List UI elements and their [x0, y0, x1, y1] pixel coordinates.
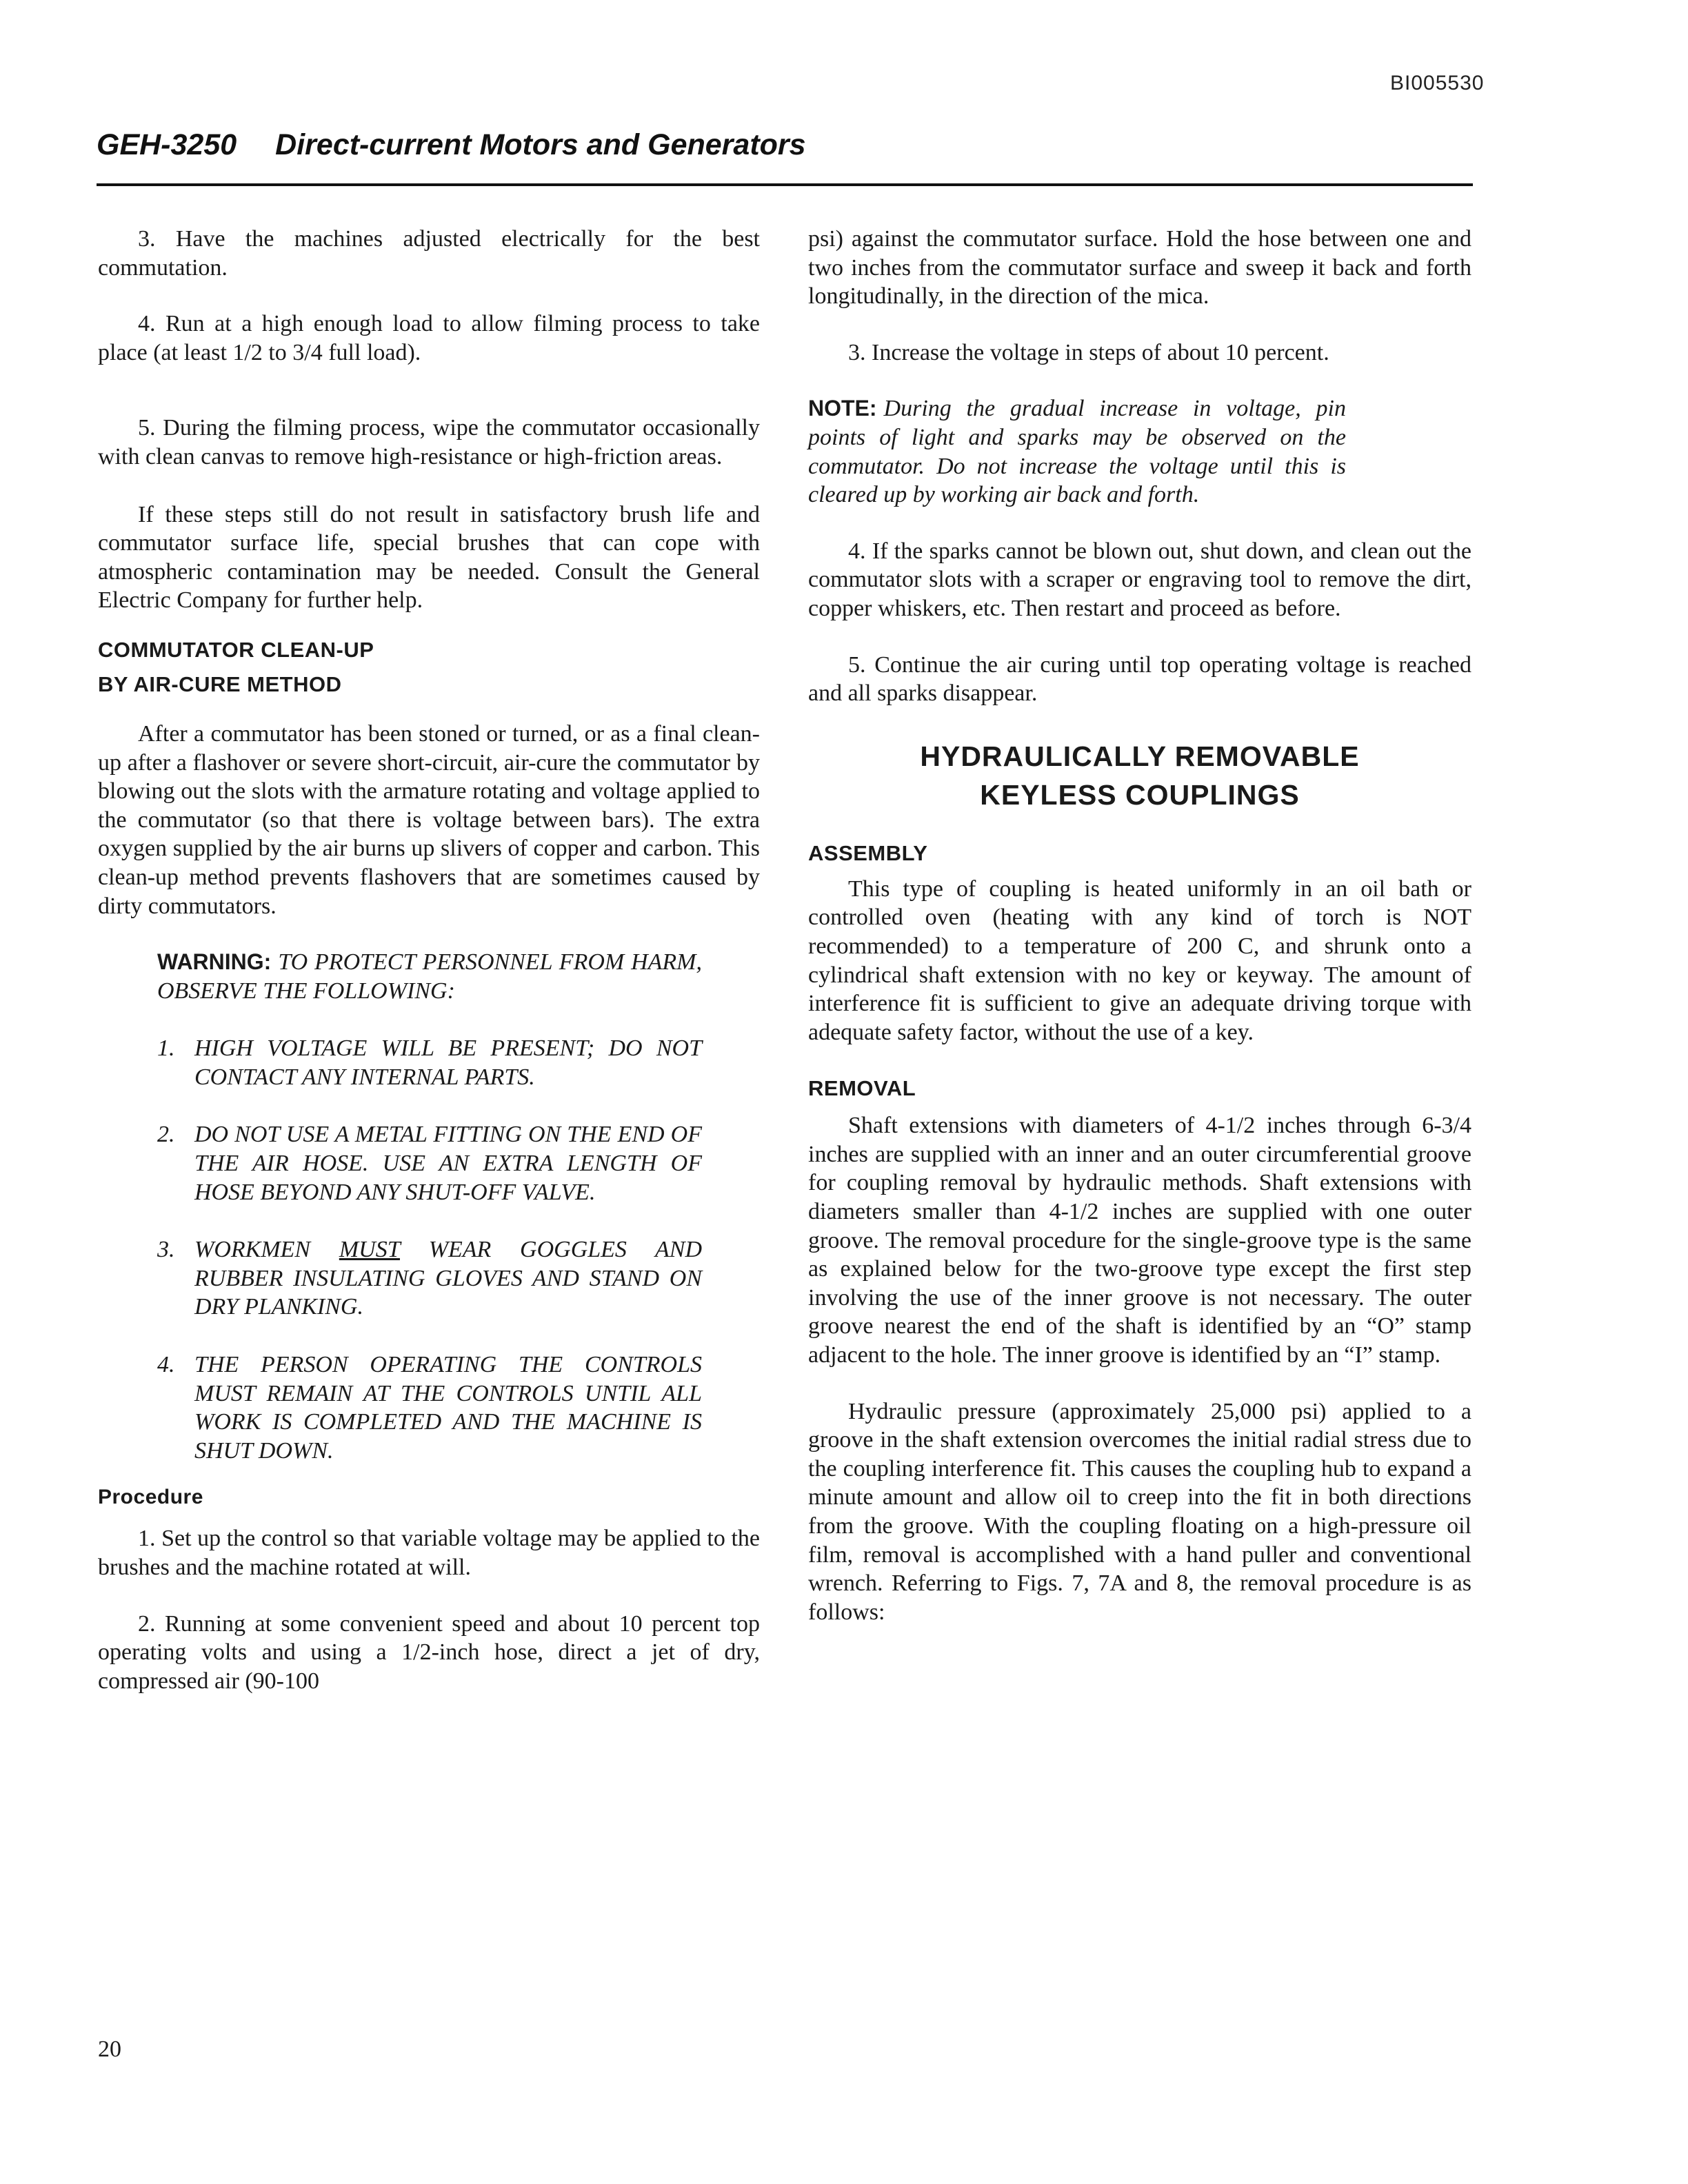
assembly-heading: ASSEMBLY: [808, 840, 928, 865]
note-text: During the gradual increase in voltage, pin points of light and sparks may be observed on the commutator. Do not increase the voltage until this is cleared up by working air back and forth.: [808, 396, 1346, 508]
coupling-section-heading: [808, 737, 1471, 814]
warning-item-text: HIGH VOLTAGE WILL BE PRESENT; DO NOT CONTACT ANY INTERNAL PARTS.: [194, 1035, 702, 1090]
procedure-step-2: 2. Running at some convenient speed and about 10 percent top operating volts and using a 1/2-inch hose, direct a jet of dry, compressed air (90-100: [98, 1610, 760, 1694]
left-column: [98, 225, 760, 1695]
procedure-step-3: 3. Increase the voltage in steps of about 10 percent.: [848, 339, 1329, 365]
step-5-paragraph: 5. During the filming process, wipe the commutator occasionally with clean canvas to remove high-resistance or high-friction areas.: [98, 415, 760, 469]
air-cure-paragraph: After a commutator has been stoned or turned, or as a final clean-up after a flashover or severe short-circuit, air-cure the commutator by blowing out the slots with the armature rotating and voltage applied to the commutator (so that there is voltage between bars). The extra oxygen supplied by the air burns up slivers of copper and carbon. This clean-up method prevents flashovers that are sometimes caused by dirty commutators.: [98, 720, 760, 919]
warning-item-number: 2.: [157, 1122, 175, 1148]
removal-heading: REMOVAL: [808, 1076, 916, 1101]
warning-item-number: 4.: [157, 1352, 175, 1378]
warning-item-number: 1.: [157, 1035, 175, 1062]
warning-label: WARNING:: [157, 949, 272, 975]
warning-text: [157, 948, 702, 1005]
document-id: BI005530: [1390, 72, 1485, 94]
warning-item-emphasis: MUST: [339, 1237, 400, 1263]
heading-line-2: BY AIR-CURE METHOD: [98, 671, 342, 696]
right-column: [808, 225, 1471, 1626]
step-3-paragraph: 3. Have the machines adjusted electrically for the best commutation.: [98, 226, 760, 281]
step-4-paragraph: 4. Run at a high enough load to allow filming process to take place (at least 1/2 to 3/4 full load).: [98, 311, 760, 365]
removal-paragraph-1: Shaft extensions with diameters of 4-1/2 inches through 6-3/4 inches are supplied with an inner and an outer circumferential groove for coupling removal by hydraulic methods. Shaft extensions with diameters smaller than 4-1/2 inches are supplied with one outer groove. The removal procedure for the single-groove type is the same as explained below for the two-groove type except the first step involving the use of the inner groove is not necessary. The outer groove nearest the end of the shaft is identified by an “O” stamp adjacent to the hole. The inner groove is identified by an “I” stamp.: [808, 1113, 1471, 1368]
air-cure-heading: [98, 633, 760, 702]
warning-item-text-a: WORKMEN: [194, 1237, 339, 1263]
step-2-continuation: psi) against the commutator surface. Hold the hose between one and two inches from the commutator surface and sweep it back and forth longitudinally, in the direction of the mica.: [808, 226, 1471, 310]
procedure-step-4: 4. If the sparks cannot be blown out, shut down, and clean out the commutator slots with a scraper or engraving tool to remove the dirt, copper whiskers, etc. Then restart and proceed as before.: [808, 538, 1471, 621]
warning-item-4: [157, 1351, 702, 1465]
note-block: [808, 394, 1346, 509]
note-label: NOTE:: [808, 396, 877, 421]
warning-item-number: 3.: [157, 1237, 175, 1263]
heading-line-1: COMMUTATOR CLEAN-UP: [98, 637, 374, 662]
warning-item-text: DO NOT USE A METAL FITTING ON THE END OF THE AIR HOSE. USE AN EXTRA LENGTH OF HOSE BEYOND ANY SHUT-OFF VALVE.: [194, 1122, 702, 1205]
procedure-heading: Procedure: [98, 1486, 203, 1509]
removal-paragraph-2: Hydraulic pressure (approximately 25,000 psi) applied to a groove in the shaft extension overcomes the initial radial stress due to the coupling interference fit. This causes the coupling hub to expand a minute amount and allow oil to creep into the fit in both directions from the groove. With the coupling floating on a high-pressure oil film, removal is accomplished with a hand puller and conventional wrench. Referring to Figs. 7, 7A and 8, the removal procedure is as follows:: [808, 1398, 1471, 1625]
publication-number: GEH-3250: [97, 128, 237, 161]
warning-item-text: THE PERSON OPERATING THE CONTROLS MUST REMAIN AT THE CONTROLS UNTIL ALL WORK IS COMPLETED AND THE MACHINE IS SHUT DOWN.: [194, 1352, 702, 1464]
warning-item-text-b: WEAR GOGGLES AND RUBBER INSULATING GLOVES AND STAND ON DRY PLANKING.: [194, 1237, 703, 1320]
warning-statement: TO PROTECT PERSONNEL FROM HARM, OBSERVE THE FOLLOWING:: [157, 949, 702, 1004]
brush-life-paragraph: If these steps still do not result in satisfactory brush life and commutator surface life, special brushes that can cope with atmospheric contamination may be needed. Consult the General Electric Company for further help.: [98, 501, 760, 614]
procedure-step-1: 1. Set up the control so that variable voltage may be applied to the brushes and the machine rotated at will.: [98, 1526, 760, 1580]
warning-item-3: [157, 1235, 702, 1322]
header-rule: [97, 183, 1473, 186]
section-title-line-2: KEYLESS COUPLINGS: [980, 778, 1300, 811]
publication-title: Direct-current Motors and Generators: [275, 128, 806, 161]
section-title-line-1: HYDRAULICALLY REMOVABLE: [920, 740, 1360, 772]
warning-item-1: [157, 1034, 702, 1091]
page-number: 20: [98, 2036, 121, 2062]
page-header: [97, 128, 1476, 162]
warning-item-2: [157, 1120, 702, 1206]
procedure-step-5: 5. Continue the air curing until top operating voltage is reached and all sparks disappear.: [808, 651, 1471, 707]
assembly-paragraph: This type of coupling is heated uniformly in an oil bath or controlled oven (heating with any kind of torch is NOT recommended) to a temperature of 200 C, and shrunk onto a cylindrical shaft extension with no key or keyway. The amount of interference fit is sufficient to give an adequate driving torque with adequate safety factor, without the use of a key.: [808, 876, 1471, 1045]
warning-block: [157, 948, 702, 1465]
